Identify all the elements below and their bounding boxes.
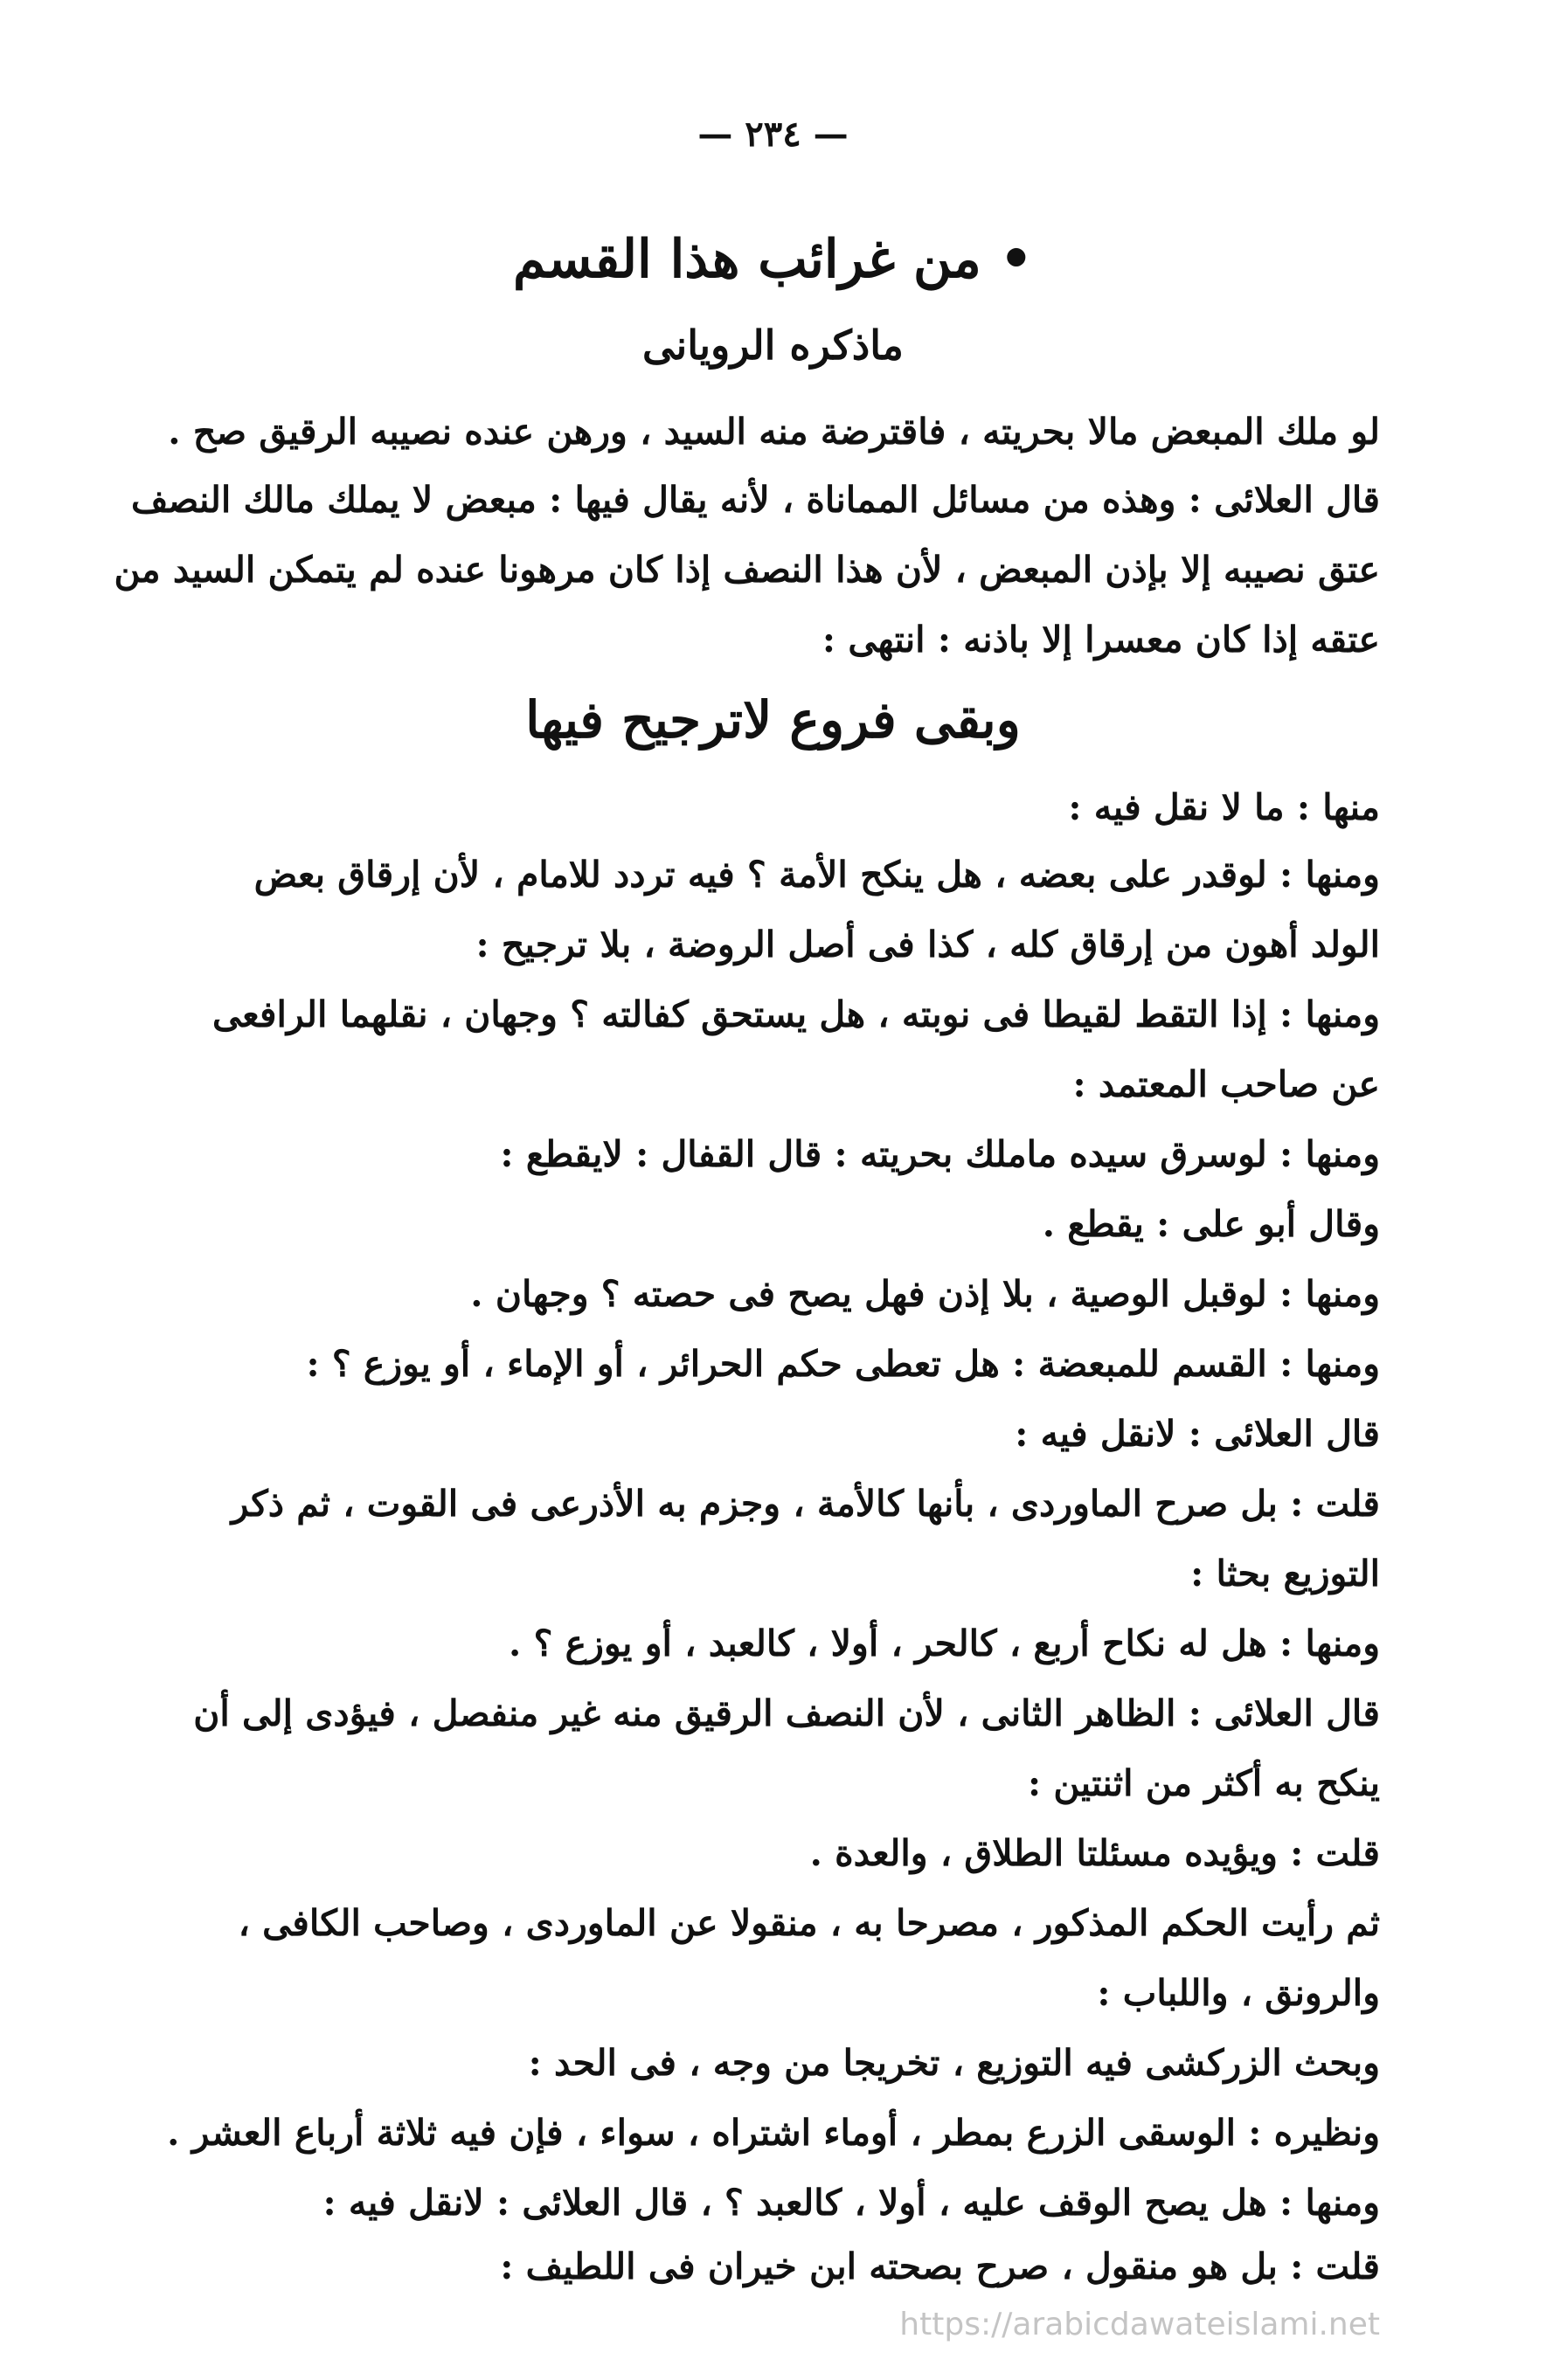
text-line: ومنها : لوقبل الوصية ، بلا إذن فهل يصح فى حصته ؟ وجهان . [470, 1273, 1380, 1315]
page-number: — ٢٣٤ — [697, 114, 849, 155]
text-line: وقال أبو على : يقطع . [1042, 1203, 1380, 1245]
text-line: ونظيره : الوسقى الزرع بمطر ، أوماء اشتراه ، سواء ، فإن فيه ثلاثة أرباع العشر . [167, 2112, 1380, 2154]
text-line: قلت : ويؤيده مسئلتا الطلاق ، والعدة . [809, 1832, 1380, 1874]
text-line: عتقه إذا كان معسرا إلا باذنه : انتهى : [822, 619, 1380, 661]
text-line: ومنها : هل يصح الوقف عليه ، أولا ، كالعبد ؟ ، قال العلائى : لانقل فيه : [322, 2182, 1380, 2224]
section-heading: • من غرائب هذا القسم [512, 229, 1034, 290]
text-line: قلت : بل هو منقول ، صرح بصحته ابن خيران فى اللطيف : [500, 2245, 1380, 2287]
text-line: قال العلائى : وهذه من مسائل المماناة ، لأنه يقال فيها : مبعض لا يملك مالك النصف [130, 479, 1380, 521]
text-line: وبحث الزركشى فيه التوزيع ، تخريجا من وجه ، فى الحد : [528, 2042, 1380, 2084]
text-line: ومنها : القسم للمبعضة : هل تعطى حكم الحرائر ، أو الإماء ، أو يوزع ؟ : [306, 1343, 1380, 1385]
section-heading-branches: وبقى فروع لاترجيح فيها [525, 690, 1021, 750]
text-line: لو ملك المبعض مالا بحريته ، فاقترضة منه السيد ، ورهن عنده نصيبه الرقيق صح . [168, 411, 1380, 453]
text-line: عتق نصيبه إلا بإذن المبعض ، لأن هذا النصف إذا كان مرهونا عنده لم يتمكن السيد من [114, 549, 1380, 591]
text-line: ثم رأيت الحكم المذكور ، مصرحا به ، منقولا عن الماوردى ، وصاحب الكافى ، [238, 1902, 1380, 1944]
text-line: والرونق ، واللباب : [1097, 1972, 1380, 2014]
text-line: قال العلائى : لانقل فيه : [1015, 1413, 1380, 1455]
text-line: ومنها : إذا التقط لقيطا فى نوبته ، هل يستحق كفالته ؟ وجهان ، نقلهما الرافعى [211, 993, 1380, 1035]
text-line: التوزيع بحثا : [1190, 1553, 1380, 1595]
text-line: عن صاحب المعتمد : [1072, 1063, 1380, 1105]
text-line: ومنها : لوقدر على بعضه ، هل ينكح الأمة ؟ فيه تردد للامام ، لأن إرقاق بعض [253, 854, 1380, 896]
text-line: الولد أهون من إرقاق كله ، كذا فى أصل الروضة ، بلا ترجيح : [475, 924, 1380, 965]
text-line: قلت : بل صرح الماوردى ، بأنها كالأمة ، وجزم به الأذرعى فى القوت ، ثم ذكر [231, 1483, 1380, 1525]
section-subheading: ماذكره الرويانى [642, 322, 904, 369]
text-line: منها : ما لا نقل فيه : [1068, 786, 1380, 828]
text-line: ومنها : لوسرق سيده ماملك بحريته : قال القفال : لايقطع : [500, 1133, 1380, 1175]
watermark-url: https://arabicdawateislami.net [899, 2307, 1380, 2342]
text-line: ينكح به أكثر من اثنتين : [1028, 1762, 1380, 1804]
text-line: قال العلائى : الظاهر الثانى ، لأن النصف الرقيق منه غير منفصل ، فيؤدى إلى أن [193, 1692, 1380, 1734]
text-line: ومنها : هل له نكاح أربع ، كالحر ، أولا ، كالعبد ، أو يوزع ؟ . [509, 1622, 1380, 1664]
